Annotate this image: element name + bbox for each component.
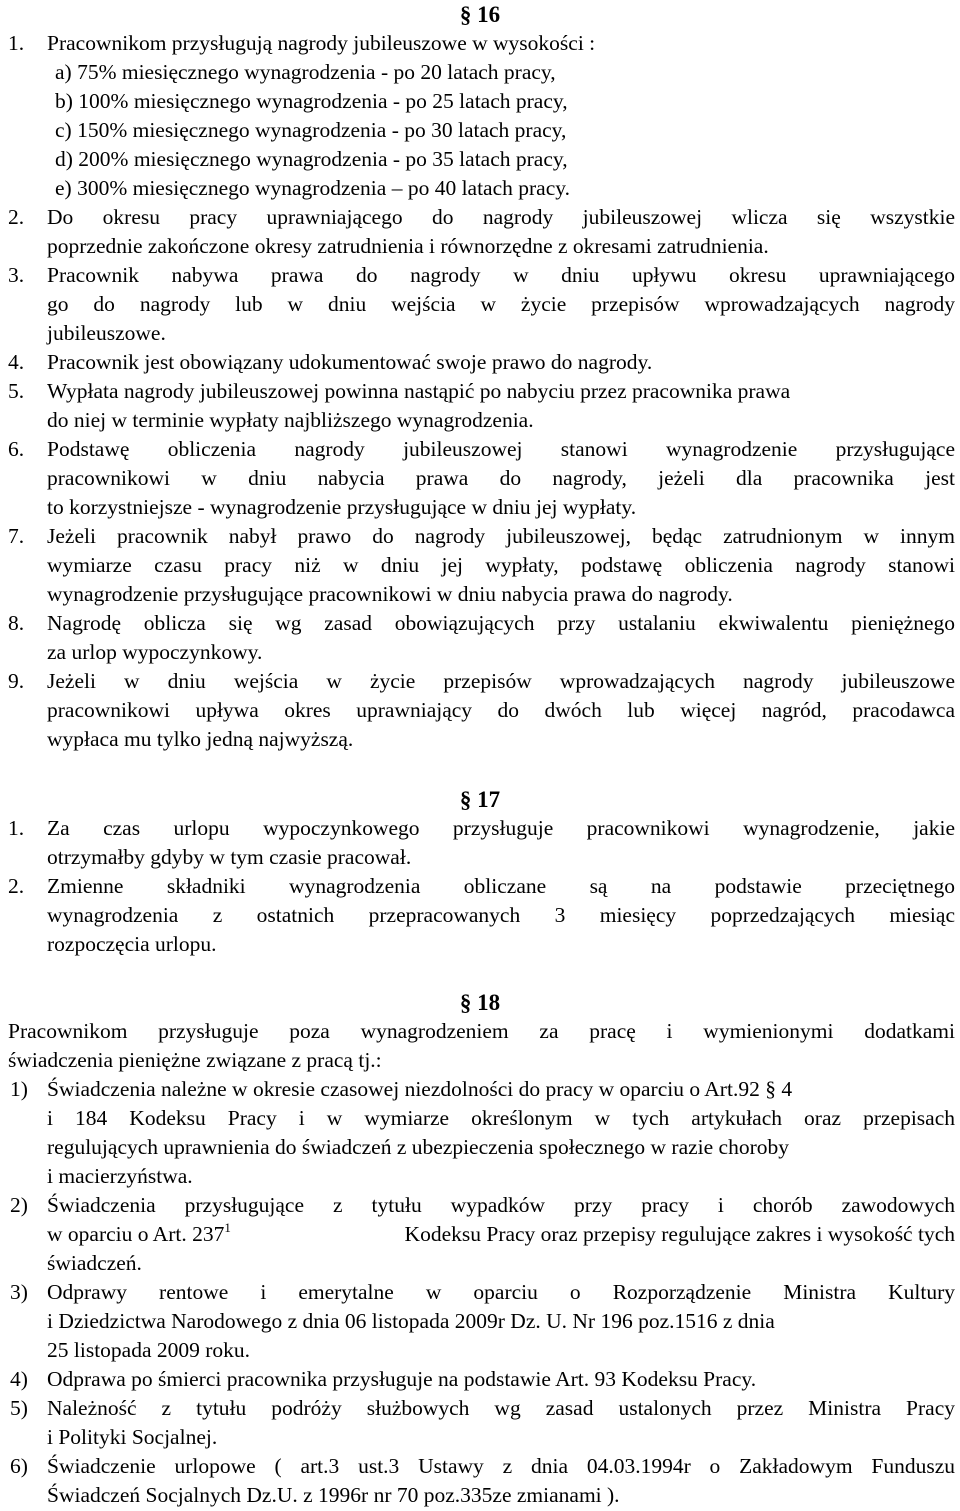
s16-item-6-line-2: pracownikowi w dniu nabycia prawa do nagrody, jeżeli dla pracownika jest [47, 466, 955, 490]
s16-subitem-c: c) 150% miesięcznego wynagrodzenia - po 30 latach pracy, [55, 118, 567, 142]
s18-point-2-line-2-end: Kodeksu Pracy oraz przepisy regulujące zakres i wysokość tych [404, 1222, 955, 1246]
s16-item-1-text: Pracownikom przysługują nagrody jubileuszowe w wysokości : [47, 31, 596, 55]
s16-item-9-line-3: wypłaca mu tylko jedną najwyższą. [47, 727, 354, 751]
s16-item-9-line-1: Jeżeli w dniu wejścia w życie przepisów wprowadzających nagrody jubileuszowe [47, 669, 955, 693]
s16-item-2-line-1: Do okresu pracy uprawniającego do nagrody jubileuszowej wlicza się wszystkie [47, 205, 955, 229]
s18-point-1-line-3: regulujących uprawnienia do świadczeń z ubezpieczenia społecznego w razie choroby [47, 1135, 789, 1159]
s18-point-2-line-2-start [47, 1220, 231, 1249]
s17-item-2-line-2: wynagrodzenia z ostatnich przepracowanych 3 miesięcy poprzedzających miesiąc [47, 903, 955, 927]
s18-point-4-line-1: Odprawa po śmierci pracownika przysługuje na podstawie Art. 93 Kodeksu Pracy. [47, 1367, 757, 1391]
s16-item-5-line-1: Wypłata nagrody jubileuszowej powinna nastąpić po nabyciu przez pracownika prawa [47, 379, 791, 403]
s17-item-2-line-3: rozpoczęcia urlopu. [47, 932, 217, 956]
s18-point-1-line-1: Świadczenia należne w okresie czasowej niezdolności do pracy w oparciu o Art.92 § 4 [47, 1077, 793, 1101]
s16-item-7-line-3: wynagrodzenie przysługujące pracownikowi w dniu nabycia prawa do nagrody. [47, 582, 733, 606]
s16-subitem-b: b) 100% miesięcznego wynagrodzenia - po 25 latach pracy, [55, 89, 568, 113]
s18-point-6-number: 6) [10, 1454, 28, 1478]
s18-point-2-line-2 [47, 1220, 955, 1249]
s16-item-7-line-2: wymiarze czasu pracy niż w dniu jej wypłaty, podstawę obliczenia nagrody stanowi [47, 553, 955, 577]
s17-item-1-line-2: otrzymałby gdyby w tym czasie pracował. [47, 845, 412, 869]
s18-point-2-line-3: świadczeń. [47, 1251, 142, 1275]
s18-point-3-line-1: Odprawy rentowe i emerytalne w oparciu o Rozporządzenie Ministra Kultury [47, 1280, 955, 1304]
s16-item-8-number: 8. [8, 611, 25, 635]
s16-item-9-number: 9. [8, 669, 25, 693]
s16-subitem-e: e) 300% miesięcznego wynagrodzenia – po 40 latach pracy. [55, 176, 570, 200]
article-reference: w oparciu o Art. 237 [47, 1222, 225, 1246]
s16-item-8-line-2: za urlop wypoczynkowy. [47, 640, 263, 664]
s16-item-6-line-3: to korzystniejsze - wynagrodzenie przysługujące w dniu jej wypłaty. [47, 495, 637, 519]
s16-item-1-number: 1. [8, 31, 25, 55]
s16-item-3-line-1: Pracownik nabywa prawa do nagrody w dniu upływu okresu uprawniającego [47, 263, 955, 287]
s18-point-5-number: 5) [10, 1396, 28, 1420]
s16-subitem-d: d) 200% miesięcznego wynagrodzenia - po 35 latach pracy, [55, 147, 568, 171]
s16-item-7-number: 7. [8, 524, 25, 548]
section-18-heading: § 18 [459, 990, 501, 1015]
s17-item-2-number: 2. [8, 874, 25, 898]
s16-item-7-line-1: Jeżeli pracownik nabył prawo do nagrody jubileuszowej, będąc zatrudnionym w innym [47, 524, 955, 548]
s16-item-9-line-2: pracownikowi upływa okres uprawniający do dwóch lub więcej nagród, pracodawca [47, 698, 955, 722]
s18-point-4-number: 4) [10, 1367, 28, 1391]
s16-item-2-number: 2. [8, 205, 25, 229]
s18-point-3-line-3: 25 listopada 2009 roku. [47, 1338, 251, 1362]
s18-point-2-number: 2) [10, 1193, 28, 1217]
s16-item-5-line-2: do niej w terminie wypłaty najbliższego wynagrodzenia. [47, 408, 534, 432]
s17-item-2-line-1: Zmienne składniki wynagrodzenia obliczane są na podstawie przeciętnego [47, 874, 955, 898]
s18-point-3-number: 3) [10, 1280, 28, 1304]
s18-point-6-line-1: Świadczenie urlopowe ( art.3 ust.3 Ustawy z dnia 04.03.1994r o Zakładowym Funduszu [47, 1454, 955, 1478]
s18-point-5-line-2: i Polityki Socjalnej. [47, 1425, 218, 1449]
s18-intro-line-2: świadczenia pieniężne związane z pracą tj.: [8, 1048, 382, 1072]
s16-item-4-number: 4. [8, 350, 25, 374]
s16-item-6-number: 6. [8, 437, 25, 461]
s18-point-1-number: 1) [10, 1077, 28, 1101]
s16-item-8-line-1: Nagrodę oblicza się wg zasad obowiązujących przy ustalaniu ekwiwalentu pieniężnego [47, 611, 955, 635]
s16-subitem-a: a) 75% miesięcznego wynagrodzenia - po 20 latach pracy, [55, 60, 556, 84]
s18-point-5-line-1: Należność z tytułu podróży służbowych wg zasad ustalonych przez Ministra Pracy [47, 1396, 955, 1420]
s18-point-1-line-4: i macierzyństwa. [47, 1164, 193, 1188]
s16-item-5-number: 5. [8, 379, 25, 403]
s17-item-1-line-1: Za czas urlopu wypoczynkowego przysługuje pracownikowi wynagrodzenie, jakie [47, 816, 955, 840]
s18-intro-line-1: Pracownikom przysługuje poza wynagrodzeniem za pracę i wymienionymi dodatkami [8, 1019, 955, 1043]
s16-item-3-line-3: jubileuszowe. [47, 321, 166, 345]
s16-item-2-line-2: poprzednie zakończone okresy zatrudnienia i równorzędne z okresami zatrudnienia. [47, 234, 769, 258]
s17-item-1-number: 1. [8, 816, 25, 840]
article-superscript: 1 [224, 1220, 231, 1235]
section-17-heading: § 17 [459, 787, 501, 812]
s16-item-6-line-1: Podstawę obliczenia nagrody jubileuszowej stanowi wynagrodzenie przysługujące [47, 437, 955, 461]
s18-point-3-line-2: i Dziedzictwa Narodowego z dnia 06 listopada 2009r Dz. U. Nr 196 poz.1516 z dnia [47, 1309, 775, 1333]
s16-item-3-line-2: go do nagrody lub w dniu wejścia w życie przepisów wprowadzających nagrody [47, 292, 955, 316]
s16-item-4-line-1: Pracownik jest obowiązany udokumentować swoje prawo do nagrody. [47, 350, 653, 374]
s18-point-1-line-2: i 184 Kodeksu Pracy i w wymiarze określonym w tych artykułach oraz przepisach [47, 1106, 955, 1130]
s16-item-3-number: 3. [8, 263, 25, 287]
s18-point-6-line-2: Świadczeń Socjalnych Dz.U. z 1996r nr 70 poz.335ze zmianami ). [47, 1483, 620, 1507]
s18-point-2-line-1: Świadczenia przysługujące z tytułu wypadków przy pracy i chorób zawodowych [47, 1193, 955, 1217]
section-16-heading: § 16 [459, 2, 501, 27]
